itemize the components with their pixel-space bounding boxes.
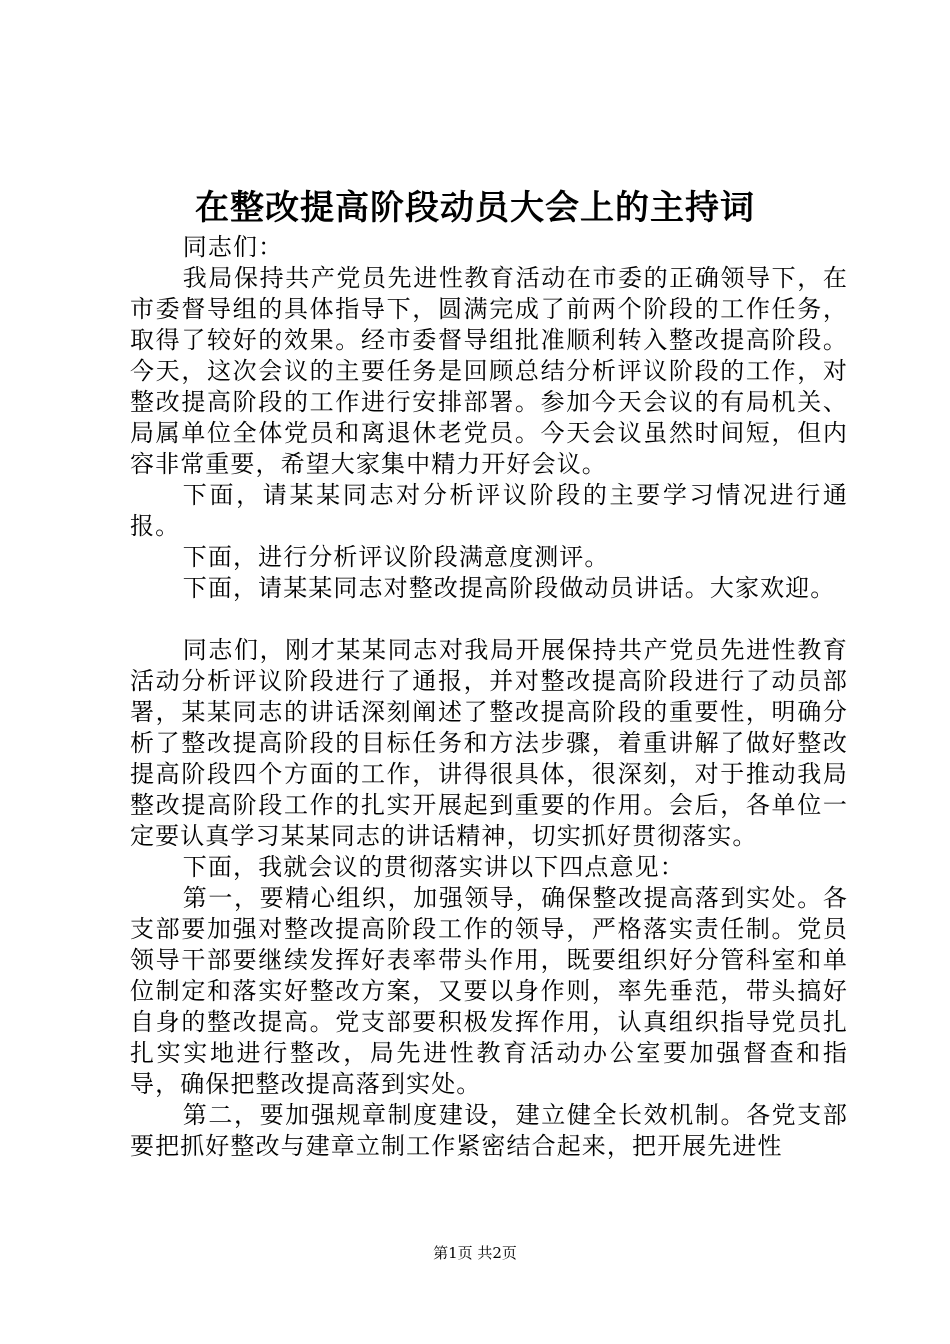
paragraph-spacer xyxy=(130,604,848,635)
document-title: 在整改提高阶段动员大会上的主持词 xyxy=(195,188,755,228)
salutation: 同志们： xyxy=(182,233,284,261)
paragraph-speech: 下面，请某某同志对整改提高阶段做动员讲话。大家欢迎。 xyxy=(182,574,836,602)
paragraph-evaluation: 下面，进行分析评议阶段满意度测评。 xyxy=(182,543,610,571)
paragraph-point-2: 第二，要加强规章制度建设，建立健全长效机制。各党支部要把抓好整改与建章立制工作紧密结合起来，把开展先进性 xyxy=(130,1101,848,1160)
paragraph-summary: 同志们，刚才某某同志对我局开展保持共产党员先进性教育活动分析评议阶段进行了通报，并对整改提高阶段进行了动员部署，某某同志的讲话深刻阐述了整改提高阶段的重要性，明确分析了整改提高阶段的目标任务和方法步骤，着重讲解了做好整改提高阶段四个方面的工作，讲得很具体，很深刻，对于推动我局整改提高阶段工作的扎实开展起到重要的作用。会后，各单位一定要认真学习某某同志的讲话精神，切实抓好贯彻落实。 xyxy=(130,636,848,850)
paragraph-intro-points: 下面，我就会议的贯彻落实讲以下四点意见： xyxy=(182,853,685,881)
document-body xyxy=(130,232,848,1162)
paragraph-report: 下面，请某某同志对分析评议阶段的主要学习情况进行通报。 xyxy=(130,481,848,540)
paragraph-opening: 我局保持共产党员先进性教育活动在市委的正确领导下，在市委督导组的具体指导下，圆满完成了前两个阶段的工作任务，取得了较好的效果。经市委督导组批准顺利转入整改提高阶段。今天，这次会议的主要任务是回顾总结分析评议阶段的工作，对整改提高阶段的工作进行安排部署。参加今天会议的有局机关、局属单位全体党员和离退休老党员。今天会议虽然时间短，但内容非常重要，希望大家集中精力开好会议。 xyxy=(130,264,848,478)
paragraph-point-1: 第一，要精心组织，加强领导，确保整改提高落到实处。各支部要加强对整改提高阶段工作的领导，严格落实责任制。党员领导干部要继续发挥好表率带头作用，既要组织好分管科室和单位制定和落实好整改方案，又要以身作则，率先垂范，带头搞好自身的整改提高。党支部要积极发挥作用，认真组织指导党员扎扎实实地进行整改，局先进性教育活动办公室要加强督查和指导，确保把整改提高落到实处。 xyxy=(130,884,848,1098)
page-footer: 第1页 共2页 xyxy=(433,1244,517,1262)
